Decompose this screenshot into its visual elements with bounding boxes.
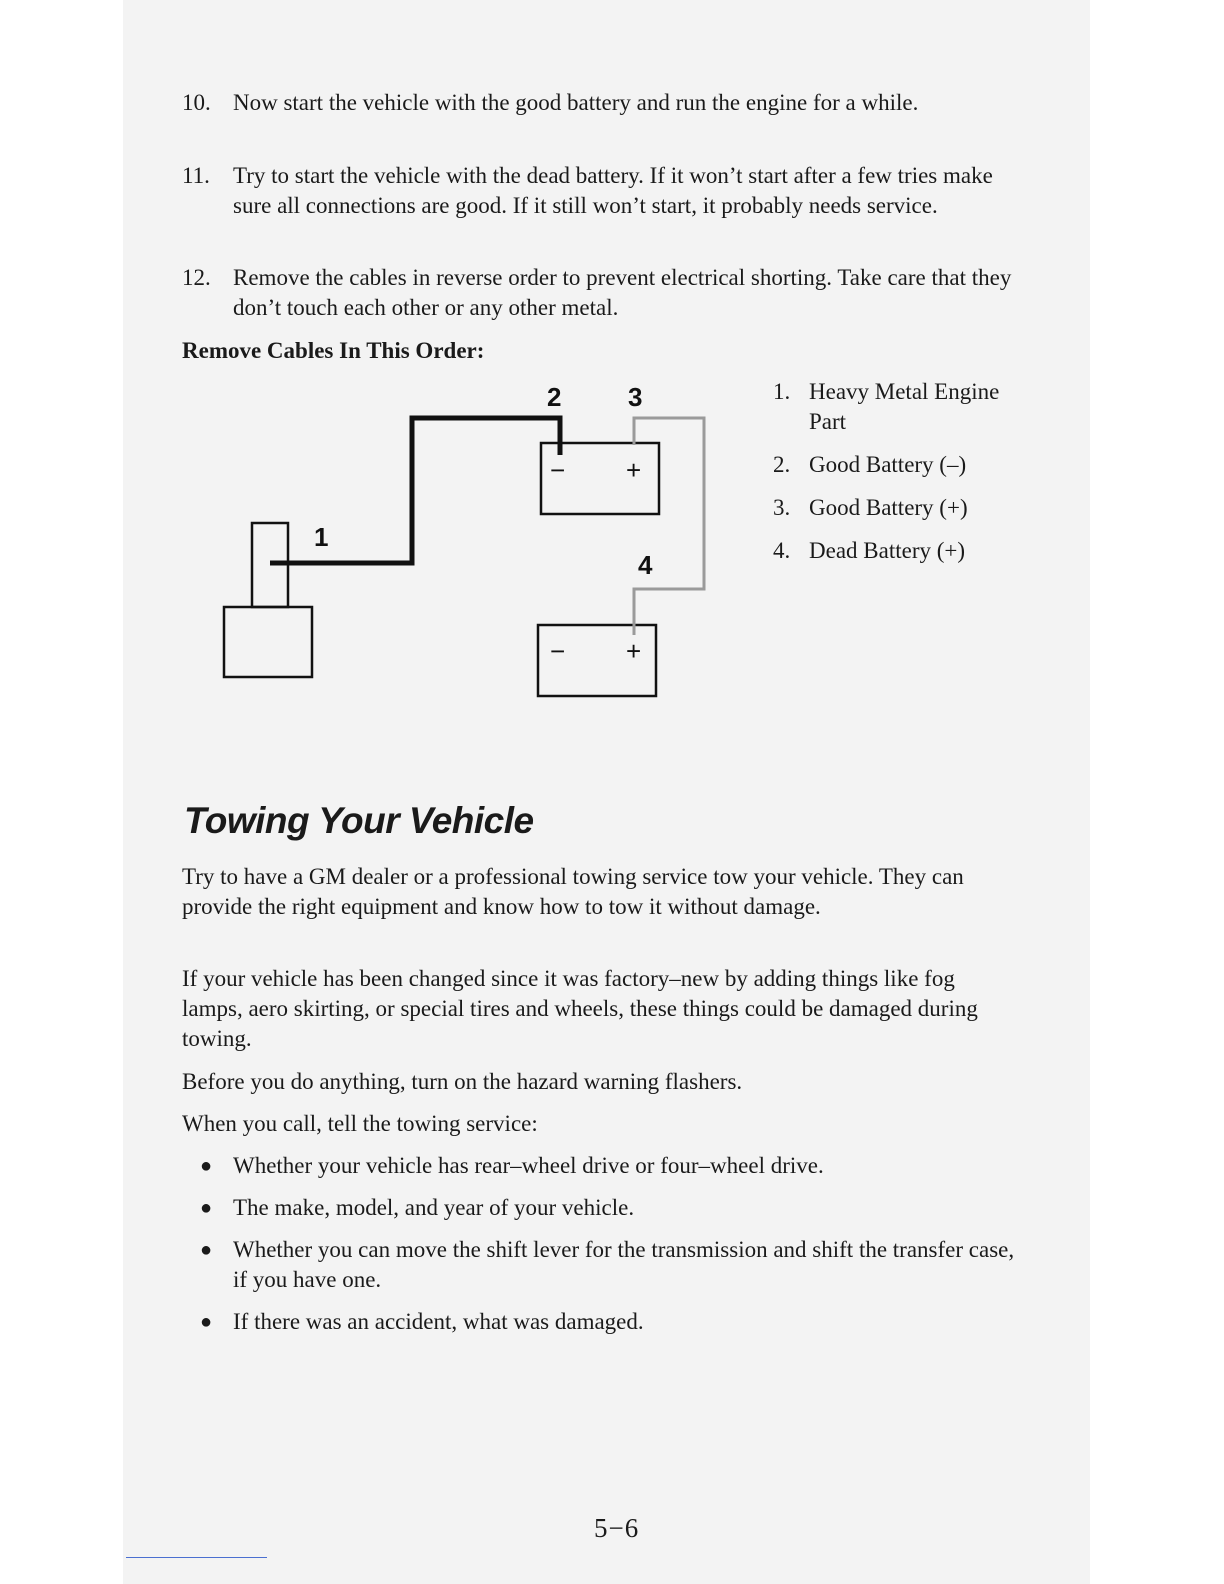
diagram-label-4: 4 — [638, 550, 653, 580]
legend-item-3 — [773, 493, 1033, 523]
page-number: 5−6 — [594, 1513, 640, 1543]
towing-paragraph: When you call, tell the towing service: — [182, 1111, 538, 1136]
bullet-dot-icon: ● — [200, 1155, 213, 1177]
engine-part-block — [224, 607, 312, 677]
bullet-item — [200, 1307, 1020, 1337]
good-battery-positive-sign: + — [626, 455, 642, 485]
legend-item-4 — [773, 536, 1033, 566]
step-text: Remove the cables in reverse order to prevent electrical shorting. Take care that they don’t touch each other or any other metal. — [233, 265, 1012, 320]
step-text: Now start the vehicle with the good battery and run the engine for a while. — [233, 90, 919, 115]
bullet-text: The make, model, and year of your vehicle. — [233, 1195, 635, 1220]
step-10 — [182, 88, 1012, 118]
diagram-label-3: 3 — [628, 382, 643, 412]
diagram-label-1: 1 — [314, 522, 329, 552]
legend-item-1 — [773, 377, 1033, 437]
step-number: 10. — [182, 90, 211, 115]
bullet-dot-icon: ● — [200, 1197, 213, 1219]
dead-battery-positive-sign: + — [626, 636, 642, 666]
step-number: 11. — [182, 163, 210, 188]
legend-text: Good Battery (–) — [809, 452, 967, 477]
legend-number: 4. — [773, 538, 791, 563]
bullet-text: Whether you can move the shift lever for the transmission and shift the transfer case, if you have one. — [233, 1237, 1015, 1292]
good-battery-negative-sign: − — [550, 455, 566, 485]
step-11 — [182, 161, 1012, 221]
diagram-label-2: 2 — [547, 382, 562, 412]
towing-paragraph: If your vehicle has been changed since it was factory–new by adding things like fog lamps, aero skirting, or special tires and wheels, these things could be damaged during towing. — [182, 966, 978, 1051]
bullet-item — [200, 1193, 1020, 1223]
step-text: Try to start the vehicle with the dead battery. If it won’t start after a few tries make sure all connections are good. If it still won’t start, it probably needs service. — [233, 163, 993, 218]
legend-number: 3. — [773, 495, 791, 520]
footer-rule — [126, 1557, 267, 1558]
manual-page — [123, 0, 1090, 1584]
legend-number: 2. — [773, 452, 791, 477]
bullet-item — [200, 1151, 1020, 1181]
bullet-text: Whether your vehicle has rear–wheel drive or four–wheel drive. — [233, 1153, 824, 1178]
step-number: 12. — [182, 265, 211, 290]
bullet-text: If there was an accident, what was damaged. — [233, 1309, 644, 1334]
remove-cables-heading: Remove Cables In This Order: — [182, 338, 485, 363]
bullet-item — [200, 1235, 1020, 1295]
legend-text: Heavy Metal Engine Part — [809, 379, 1000, 434]
legend-number: 1. — [773, 379, 791, 404]
legend-item-2 — [773, 450, 1033, 480]
dead-battery-negative-sign: − — [550, 636, 566, 666]
section-title: Towing Your Vehicle — [184, 800, 534, 841]
towing-paragraph: Before you do anything, turn on the hazard warning flashers. — [182, 1069, 743, 1094]
towing-paragraph: Try to have a GM dealer or a professional towing service tow your vehicle. They can provide the right equipment and know how to tow it without damage. — [182, 864, 964, 919]
positive-cable — [634, 418, 704, 635]
bullet-dot-icon: ● — [200, 1311, 213, 1333]
legend-text: Good Battery (+) — [809, 495, 968, 520]
step-12 — [182, 263, 1012, 323]
jumper-cable-diagram — [210, 375, 730, 720]
bullet-dot-icon: ● — [200, 1239, 213, 1261]
legend-text: Dead Battery (+) — [809, 538, 966, 563]
